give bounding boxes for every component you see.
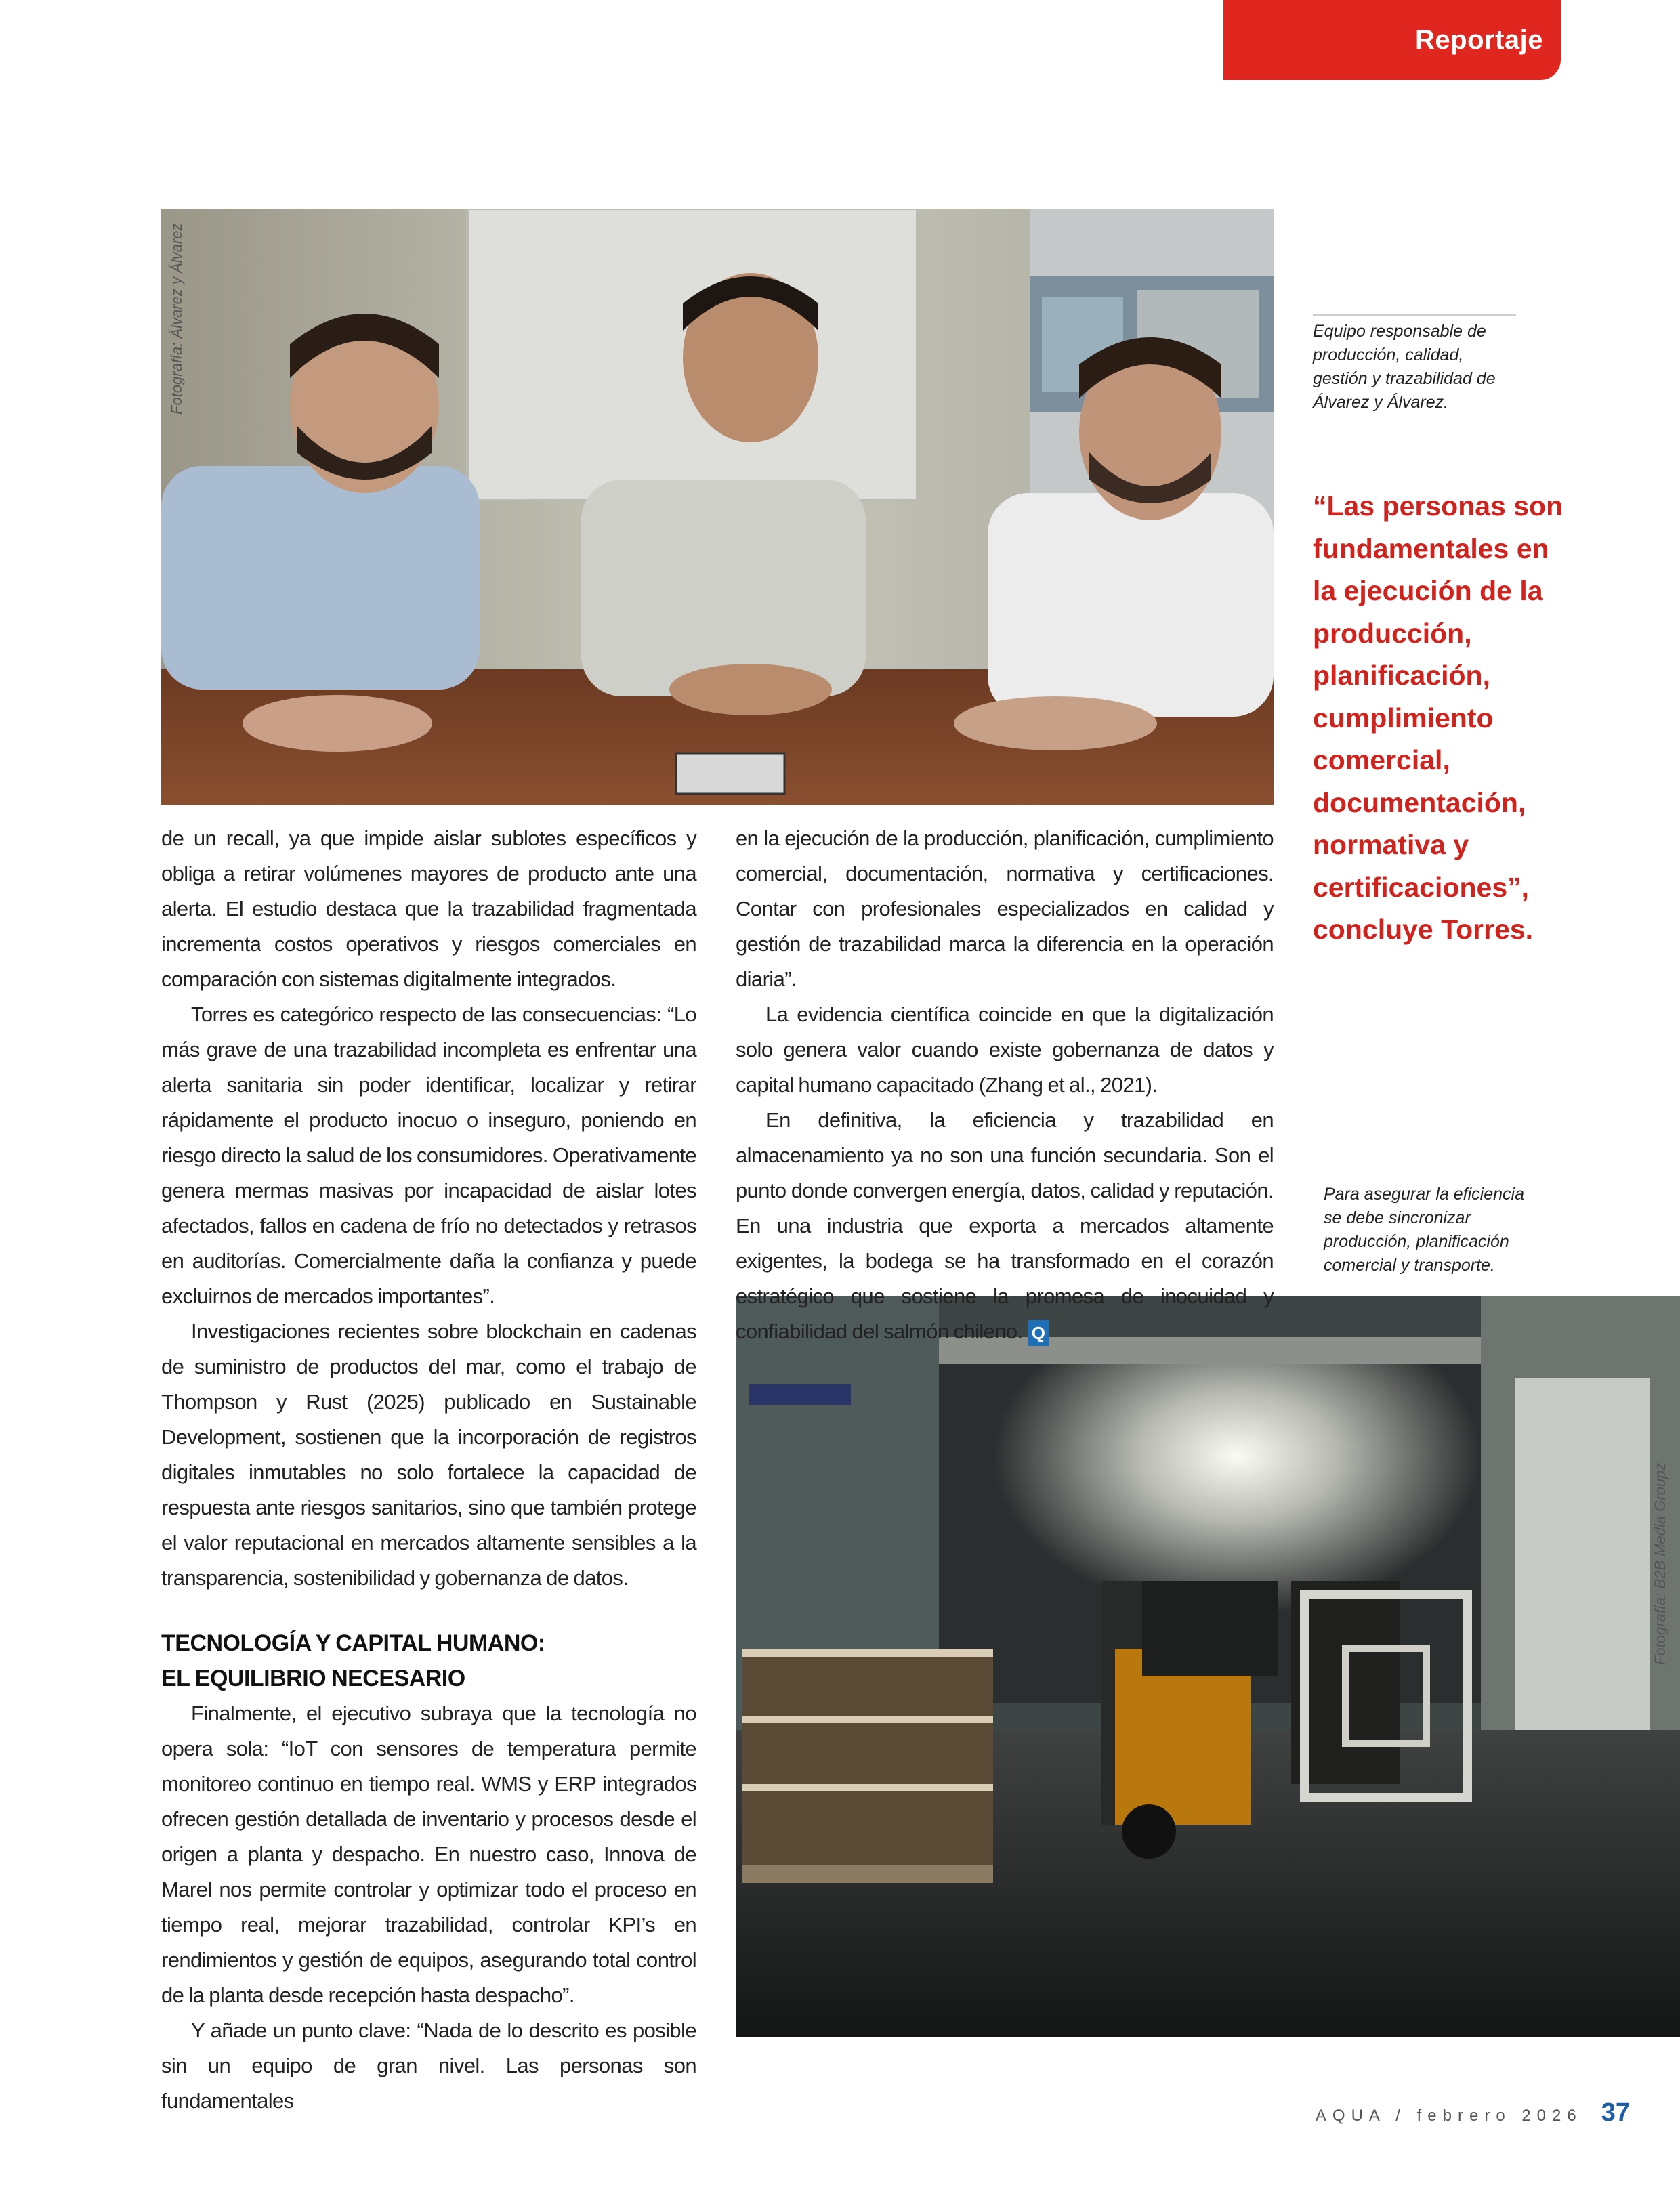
section-label: Reportaje bbox=[1415, 24, 1543, 55]
paragraph: Finalmente, el ejecutivo subraya que la tecnología no opera sola: “IoT con sensores de temperatura permite monitoreo continuo en tiempo real. WMS y ERP integrados ofrecen gestión detallada de inventario y procesos desde el origen a planta y despacho. En nuestro caso, Innova de Marel nos permite controlar y optimizar todo el proceso en tiempo real, mejorar trazabilidad, controlar KPI’s en rendimientos y gestión de equipos, asegurando total control de la planta desde recepción hasta despacho”. bbox=[161, 1701, 696, 2007]
end-of-article-icon: Q bbox=[1028, 1320, 1049, 1346]
photo-caption-bottom: Para asegurar la eficiencia se debe sincronizar producción, planificación comercial y transporte. bbox=[1324, 1185, 1524, 1275]
page-number: 37 bbox=[1601, 2098, 1630, 2127]
photo-credit-top: Fotografía: Álvarez y Álvarez bbox=[168, 223, 185, 415]
paragraph: en la ejecución de la producción, planificación, cumplimiento comercial, documentación, normativa y certificaciones. Contar con profesionales especializados en calidad y gestión de trazabilidad marca la diferencia en la operación diaria”. bbox=[736, 826, 1274, 991]
paragraph: Y añade un punto clave: “Nada de lo descrito es posible sin un equipo de gran nivel. Las personas son fundamentales bbox=[161, 2018, 696, 2113]
section-tab bbox=[1223, 0, 1561, 80]
paragraph-text: En definitiva, la eficiencia y trazabilidad en almacenamiento ya no son una función secundaria. Son el punto donde convergen energía, datos, calidad y reputación. En una industria que exporta a mercados altamente exigentes, la bodega se ha transformado en el corazón estratégico que sostiene la promesa de inocuidad y confiabilidad del salmón chileno. bbox=[736, 1108, 1274, 1343]
warehouse-photo bbox=[736, 1296, 1680, 2037]
subheading-line-1: TECNOLOGÍA Y CAPITAL HUMANO: bbox=[161, 1630, 545, 1656]
subheading-line-2: EL EQUILIBRIO NECESARIO bbox=[161, 1666, 465, 1691]
article-column-2 bbox=[736, 821, 1274, 1349]
paragraph: La evidencia científica coincide en que la digitalización solo genera valor cuando existe gobernanza de datos y capital humano capacitado (Zhang et al., 2021). bbox=[736, 1002, 1274, 1097]
photo-caption-top: Equipo responsable de producción, calidad, gestión y trazabilidad de Álvarez y Álvarez. bbox=[1313, 314, 1516, 415]
pull-quote: “Las personas son fundamentales en la ejecución de la producción, planificación, cumplimiento comercial, documentación, normativa y certificaciones”, concluye Torres. bbox=[1313, 490, 1563, 945]
page-footer bbox=[1316, 2098, 1630, 2128]
subheading bbox=[161, 1626, 696, 1696]
photo-credit-bottom: Fotografía: B2B Media Groupz bbox=[1652, 1462, 1668, 1665]
article-column-1 bbox=[161, 821, 696, 2119]
team-photo bbox=[161, 209, 1274, 805]
paragraph: Investigaciones recientes sobre blockchain en cadenas de suministro de productos del mar, como el trabajo de Thompson y Rust (2025) publicado en Sustainable Development, sostienen que la incorporación de registros digitales inmutables no solo fortalece la capacidad de respuesta ante riesgos sanitarios, sino que también protege el valor reputacional en mercados altamente sensibles a la transparencia, sostenibilidad y gobernanza de datos. bbox=[161, 1319, 696, 1590]
paragraph: Torres es categórico respecto de las consecuencias: “Lo más grave de una trazabilidad incompleta es enfrentar una alerta sanitaria sin poder identificar, localizar y retirar rápidamente el producto inocuo o inseguro, poniendo en riesgo directo la salud de los consumidores. Operativamente genera mermas masivas por incapacidad de aislar lotes afectados, fallos en cadena de frío no detectados y retrasos en auditorías. Comercialmente daña la confianza y puede excluirnos de mercados importantes”. bbox=[161, 1002, 696, 1308]
paragraph bbox=[736, 1103, 1274, 1349]
paragraph: de un recall, ya que impide aislar sublotes específicos y obliga a retirar volúmenes mayores de producto ante una alerta. El estudio destaca que la trazabilidad fragmentada incrementa costos operativos y riesgos comerciales en comparación con sistemas digitalmente integrados. bbox=[161, 826, 696, 991]
magazine-issue: AQUA / febrero 2026 bbox=[1315, 2107, 1582, 2125]
